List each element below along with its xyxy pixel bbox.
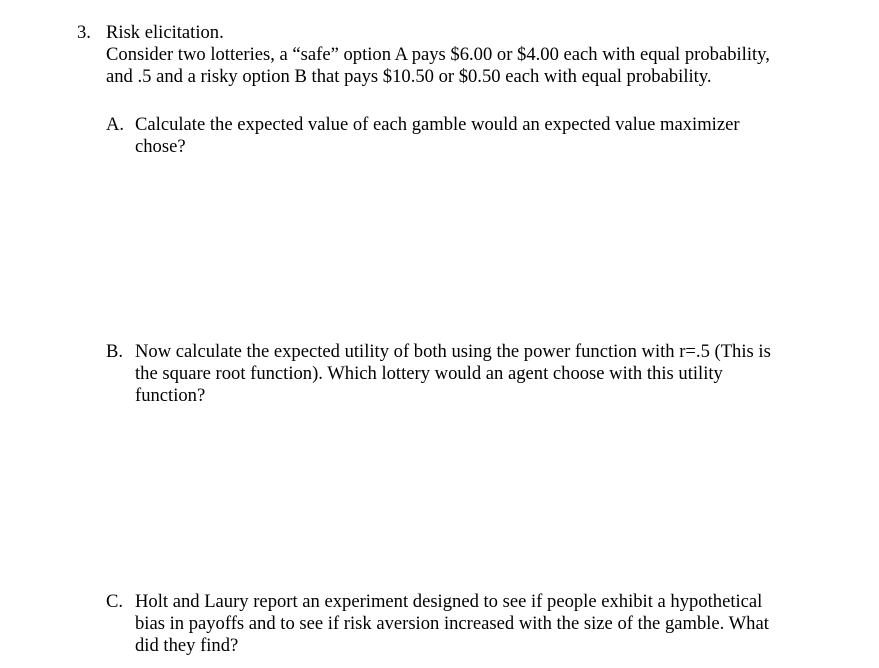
part-c-line: Holt and Laury report an experiment designed to see if people exhibit a hypothetical xyxy=(135,591,763,612)
part-a-text xyxy=(135,114,835,158)
intro-line: Consider two lotteries, a “safe” option A pays $6.00 or $4.00 each with equal probability, xyxy=(106,44,770,65)
part-c-letter: C. xyxy=(106,591,124,612)
part-c-text xyxy=(135,591,835,657)
part-c-line: bias in payoffs and to see if risk aversion increased with the size of the gamble. What xyxy=(135,613,769,634)
intro-line: and .5 and a risky option B that pays $10.50 or $0.50 each with equal probability. xyxy=(106,66,712,87)
part-b-line: Now calculate the expected utility of both using the power function with r=.5 (This is xyxy=(135,341,771,362)
part-a-line: Calculate the expected value of each gamble would an expected value maximizer xyxy=(135,114,740,135)
question-number: 3. xyxy=(77,22,91,43)
question-title: Risk elicitation. xyxy=(106,22,224,43)
part-c-line: did they find? xyxy=(135,635,239,656)
part-a-line: chose? xyxy=(135,136,186,157)
part-b-letter: B. xyxy=(106,341,124,362)
part-b-line: function? xyxy=(135,385,206,406)
part-b-line: the square root function). Which lottery would an agent choose with this utility xyxy=(135,363,723,384)
part-b-text xyxy=(135,341,835,407)
question-intro xyxy=(106,44,876,88)
part-a-letter: A. xyxy=(106,114,125,135)
